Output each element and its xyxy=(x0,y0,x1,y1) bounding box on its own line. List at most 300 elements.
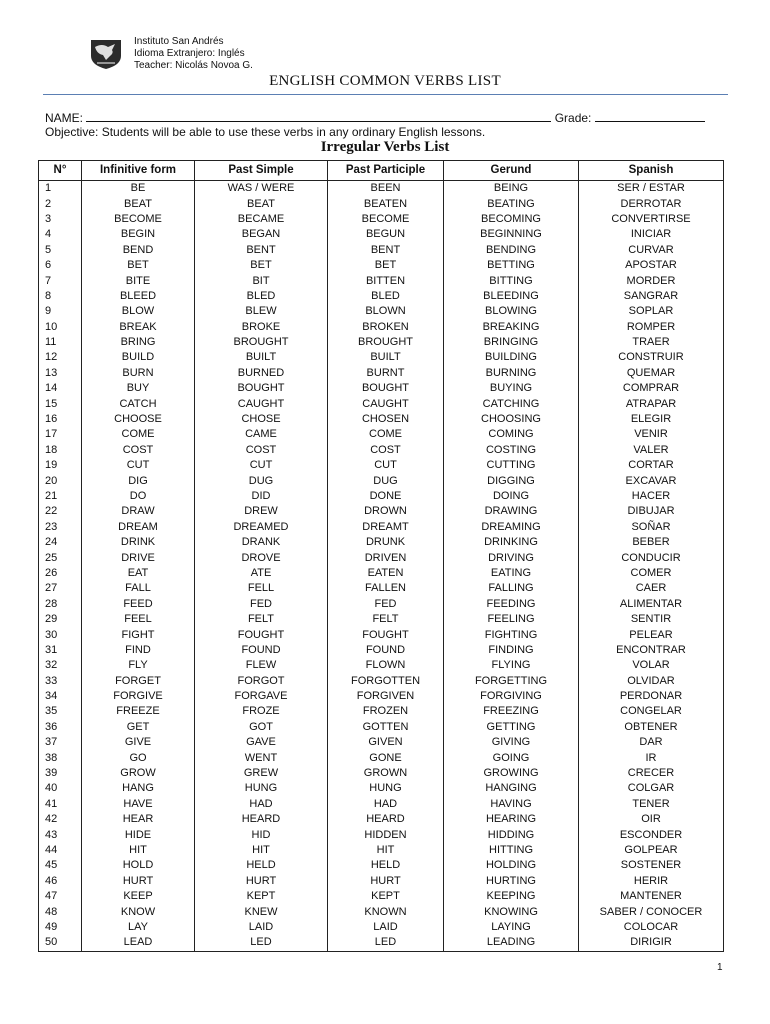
verb-number: 26 xyxy=(39,566,82,581)
past-simple: DROVE xyxy=(195,550,328,565)
verb-number: 23 xyxy=(39,520,82,535)
past-participle: BLOWN xyxy=(328,304,444,319)
table-row xyxy=(39,412,724,427)
verb-number: 45 xyxy=(39,858,82,873)
table-row xyxy=(39,704,724,719)
table-row xyxy=(39,566,724,581)
table-header-row xyxy=(39,161,724,181)
gerund: BLOWING xyxy=(444,304,579,319)
verb-number: 20 xyxy=(39,473,82,488)
past-participle: CAUGHT xyxy=(328,396,444,411)
past-participle: HUNG xyxy=(328,781,444,796)
verb-number: 2 xyxy=(39,196,82,211)
past-simple: KNEW xyxy=(195,904,328,919)
verb-number: 43 xyxy=(39,827,82,842)
spanish-translation: SOSTENER xyxy=(579,858,724,873)
spanish-translation: VOLAR xyxy=(579,658,724,673)
verb-number: 29 xyxy=(39,612,82,627)
subject-name: Idioma Extranjero: Inglés xyxy=(134,48,245,59)
gerund: LAYING xyxy=(444,920,579,935)
spanish-translation: DIBUJAR xyxy=(579,504,724,519)
past-simple: FLEW xyxy=(195,658,328,673)
past-simple: FOUGHT xyxy=(195,627,328,642)
spanish-translation: OIR xyxy=(579,812,724,827)
table-row xyxy=(39,227,724,242)
past-simple: BIT xyxy=(195,273,328,288)
gerund: GETTING xyxy=(444,720,579,735)
past-simple: CAUGHT xyxy=(195,396,328,411)
past-simple: ATE xyxy=(195,566,328,581)
past-participle: BURNT xyxy=(328,366,444,381)
past-participle: LED xyxy=(328,935,444,951)
spanish-translation: COMPRAR xyxy=(579,381,724,396)
past-participle: HELD xyxy=(328,858,444,873)
verb-number: 22 xyxy=(39,504,82,519)
infinitive-form: BEND xyxy=(82,243,195,258)
past-simple: GOT xyxy=(195,720,328,735)
infinitive-form: BE xyxy=(82,181,195,197)
gerund: GOING xyxy=(444,750,579,765)
spanish-translation: SER / ESTAR xyxy=(579,181,724,197)
infinitive-form: FORGET xyxy=(82,674,195,689)
verb-number: 8 xyxy=(39,289,82,304)
table-row xyxy=(39,874,724,889)
table-row xyxy=(39,535,724,550)
verb-number: 6 xyxy=(39,258,82,273)
infinitive-form: LEAD xyxy=(82,935,195,951)
verb-number: 37 xyxy=(39,735,82,750)
verb-number: 16 xyxy=(39,412,82,427)
verb-number: 31 xyxy=(39,643,82,658)
table-row xyxy=(39,258,724,273)
past-simple: DREAMED xyxy=(195,520,328,535)
past-simple: DUG xyxy=(195,473,328,488)
gerund: HOLDING xyxy=(444,858,579,873)
gerund: HEARING xyxy=(444,812,579,827)
past-simple: BLEW xyxy=(195,304,328,319)
infinitive-form: FEEL xyxy=(82,612,195,627)
gerund: FEELING xyxy=(444,612,579,627)
verb-number: 14 xyxy=(39,381,82,396)
table-row xyxy=(39,273,724,288)
spanish-translation: MORDER xyxy=(579,273,724,288)
past-simple: BET xyxy=(195,258,328,273)
institution-name: Instituto San Andrés xyxy=(134,36,224,47)
verb-number: 1 xyxy=(39,181,82,197)
past-simple: BEAT xyxy=(195,196,328,211)
past-participle: FLOWN xyxy=(328,658,444,673)
institution-header xyxy=(134,36,253,72)
spanish-translation: ESCONDER xyxy=(579,827,724,842)
page-number: 1 xyxy=(717,962,723,973)
past-simple: DREW xyxy=(195,504,328,519)
table-row xyxy=(39,335,724,350)
table-row xyxy=(39,181,724,197)
past-participle: KNOWN xyxy=(328,904,444,919)
past-participle: KEPT xyxy=(328,889,444,904)
gerund: BEATING xyxy=(444,196,579,211)
verb-number: 9 xyxy=(39,304,82,319)
gerund: GIVING xyxy=(444,735,579,750)
past-participle: GROWN xyxy=(328,766,444,781)
past-participle: DROWN xyxy=(328,504,444,519)
gerund: KNOWING xyxy=(444,904,579,919)
gerund: HITTING xyxy=(444,843,579,858)
past-participle: DONE xyxy=(328,489,444,504)
past-simple: BECAME xyxy=(195,212,328,227)
past-simple: BEGAN xyxy=(195,227,328,242)
past-participle: HURT xyxy=(328,874,444,889)
table-row xyxy=(39,427,724,442)
past-participle: DREAMT xyxy=(328,520,444,535)
table-row xyxy=(39,489,724,504)
infinitive-form: CHOOSE xyxy=(82,412,195,427)
spanish-translation: INICIAR xyxy=(579,227,724,242)
table-row xyxy=(39,797,724,812)
infinitive-form: LAY xyxy=(82,920,195,935)
infinitive-form: FEED xyxy=(82,597,195,612)
infinitive-form: CATCH xyxy=(82,396,195,411)
infinitive-form: HEAR xyxy=(82,812,195,827)
spanish-translation: QUEMAR xyxy=(579,366,724,381)
infinitive-form: GIVE xyxy=(82,735,195,750)
past-simple: HELD xyxy=(195,858,328,873)
verb-number: 18 xyxy=(39,443,82,458)
past-participle: HAD xyxy=(328,797,444,812)
gerund: DIGGING xyxy=(444,473,579,488)
past-simple: BOUGHT xyxy=(195,381,328,396)
table-row xyxy=(39,720,724,735)
gerund: DRIVING xyxy=(444,550,579,565)
infinitive-form: FIND xyxy=(82,643,195,658)
gerund: FALLING xyxy=(444,581,579,596)
gerund: HANGING xyxy=(444,781,579,796)
table-row xyxy=(39,904,724,919)
past-participle: HIDDEN xyxy=(328,827,444,842)
verb-number: 50 xyxy=(39,935,82,951)
infinitive-form: COST xyxy=(82,443,195,458)
infinitive-form: BREAK xyxy=(82,320,195,335)
infinitive-form: BLEED xyxy=(82,289,195,304)
col-header-number: N° xyxy=(39,161,82,181)
infinitive-form: DIG xyxy=(82,473,195,488)
infinitive-form: BITE xyxy=(82,273,195,288)
gerund: BLEEDING xyxy=(444,289,579,304)
past-simple: HID xyxy=(195,827,328,842)
gerund: BURNING xyxy=(444,366,579,381)
infinitive-form: CUT xyxy=(82,458,195,473)
past-simple: GREW xyxy=(195,766,328,781)
spanish-translation: CORTAR xyxy=(579,458,724,473)
infinitive-form: GET xyxy=(82,720,195,735)
spanish-translation: GOLPEAR xyxy=(579,843,724,858)
spanish-translation: DERROTAR xyxy=(579,196,724,211)
table-row xyxy=(39,781,724,796)
past-participle: BITTEN xyxy=(328,273,444,288)
past-simple: BLED xyxy=(195,289,328,304)
gerund: CATCHING xyxy=(444,396,579,411)
infinitive-form: COME xyxy=(82,427,195,442)
spanish-translation: PERDONAR xyxy=(579,689,724,704)
table-row xyxy=(39,689,724,704)
verb-number: 49 xyxy=(39,920,82,935)
verb-number: 28 xyxy=(39,597,82,612)
past-simple: WENT xyxy=(195,750,328,765)
past-participle: BOUGHT xyxy=(328,381,444,396)
spanish-translation: SANGRAR xyxy=(579,289,724,304)
past-simple: LED xyxy=(195,935,328,951)
verb-number: 4 xyxy=(39,227,82,242)
spanish-translation: CONDUCIR xyxy=(579,550,724,565)
name-field[interactable] xyxy=(86,110,551,122)
header-divider xyxy=(43,94,728,95)
spanish-translation: CONSTRUIR xyxy=(579,350,724,365)
past-participle: HIT xyxy=(328,843,444,858)
table-row xyxy=(39,643,724,658)
infinitive-form: BURN xyxy=(82,366,195,381)
past-participle: FELT xyxy=(328,612,444,627)
infinitive-form: FREEZE xyxy=(82,704,195,719)
infinitive-form: DREAM xyxy=(82,520,195,535)
past-simple: GAVE xyxy=(195,735,328,750)
gerund: DRINKING xyxy=(444,535,579,550)
past-simple: HEARD xyxy=(195,812,328,827)
gerund: FINDING xyxy=(444,643,579,658)
table-row xyxy=(39,473,724,488)
spanish-translation: BEBER xyxy=(579,535,724,550)
past-simple: BURNED xyxy=(195,366,328,381)
past-participle: DRUNK xyxy=(328,535,444,550)
infinitive-form: HIDE xyxy=(82,827,195,842)
table-row xyxy=(39,196,724,211)
spanish-translation: COLOCAR xyxy=(579,920,724,935)
past-participle: BROKEN xyxy=(328,320,444,335)
infinitive-form: HURT xyxy=(82,874,195,889)
past-participle: FALLEN xyxy=(328,581,444,596)
past-participle: BEATEN xyxy=(328,196,444,211)
gerund: FORGIVING xyxy=(444,689,579,704)
past-simple: CUT xyxy=(195,458,328,473)
past-participle: BECOME xyxy=(328,212,444,227)
gerund: COSTING xyxy=(444,443,579,458)
table-row xyxy=(39,289,724,304)
gerund: LEADING xyxy=(444,935,579,951)
gerund: HAVING xyxy=(444,797,579,812)
spanish-translation: VALER xyxy=(579,443,724,458)
infinitive-form: DRINK xyxy=(82,535,195,550)
verb-number: 24 xyxy=(39,535,82,550)
infinitive-form: BRING xyxy=(82,335,195,350)
col-header-past-simple: Past Simple xyxy=(195,161,328,181)
verb-number: 44 xyxy=(39,843,82,858)
spanish-translation: ROMPER xyxy=(579,320,724,335)
infinitive-form: BLOW xyxy=(82,304,195,319)
gerund: BUILDING xyxy=(444,350,579,365)
verb-number: 19 xyxy=(39,458,82,473)
gerund: BRINGING xyxy=(444,335,579,350)
past-participle: BET xyxy=(328,258,444,273)
table-row xyxy=(39,889,724,904)
table-row xyxy=(39,320,724,335)
infinitive-form: GROW xyxy=(82,766,195,781)
objective-text: Objective: Students will be able to use these verbs in any ordinary English lessons. xyxy=(45,125,486,139)
spanish-translation: DIRIGIR xyxy=(579,935,724,951)
gerund: BEGINNING xyxy=(444,227,579,242)
infinitive-form: KEEP xyxy=(82,889,195,904)
verb-number: 27 xyxy=(39,581,82,596)
table-row xyxy=(39,935,724,951)
spanish-translation: VENIR xyxy=(579,427,724,442)
col-header-past-participle: Past Participle xyxy=(328,161,444,181)
verb-number: 15 xyxy=(39,396,82,411)
table-row xyxy=(39,458,724,473)
gerund: FLYING xyxy=(444,658,579,673)
gerund: EATING xyxy=(444,566,579,581)
past-participle: GIVEN xyxy=(328,735,444,750)
past-participle: BROUGHT xyxy=(328,335,444,350)
verb-number: 7 xyxy=(39,273,82,288)
gerund: BITTING xyxy=(444,273,579,288)
spanish-translation: SABER / CONOCER xyxy=(579,904,724,919)
infinitive-form: HAVE xyxy=(82,797,195,812)
past-simple: FOUND xyxy=(195,643,328,658)
past-simple: FORGAVE xyxy=(195,689,328,704)
table-row xyxy=(39,843,724,858)
gerund: HURTING xyxy=(444,874,579,889)
spanish-translation: OLVIDAR xyxy=(579,674,724,689)
table-row xyxy=(39,366,724,381)
spanish-translation: CONGELAR xyxy=(579,704,724,719)
past-participle: COME xyxy=(328,427,444,442)
verb-number: 33 xyxy=(39,674,82,689)
past-participle: COST xyxy=(328,443,444,458)
table-row xyxy=(39,735,724,750)
past-simple: FORGOT xyxy=(195,674,328,689)
table-row xyxy=(39,750,724,765)
verb-number: 36 xyxy=(39,720,82,735)
past-participle: GOTTEN xyxy=(328,720,444,735)
table-row xyxy=(39,212,724,227)
past-simple: BENT xyxy=(195,243,328,258)
spanish-translation: TENER xyxy=(579,797,724,812)
past-participle: CHOSEN xyxy=(328,412,444,427)
table-row xyxy=(39,396,724,411)
spanish-translation: ALIMENTAR xyxy=(579,597,724,612)
verb-number: 35 xyxy=(39,704,82,719)
verb-number: 40 xyxy=(39,781,82,796)
infinitive-form: BEAT xyxy=(82,196,195,211)
teacher-name: Teacher: Nicolás Novoa G. xyxy=(134,60,253,71)
grade-label: Grade: xyxy=(554,111,592,125)
table-row xyxy=(39,766,724,781)
past-simple: CAME xyxy=(195,427,328,442)
infinitive-form: BUY xyxy=(82,381,195,396)
past-participle: CUT xyxy=(328,458,444,473)
gerund: BEING xyxy=(444,181,579,197)
spanish-translation: CRECER xyxy=(579,766,724,781)
past-participle: GONE xyxy=(328,750,444,765)
table-row xyxy=(39,597,724,612)
verb-number: 13 xyxy=(39,366,82,381)
table-title: Irregular Verbs List xyxy=(320,139,450,155)
table-row xyxy=(39,920,724,935)
infinitive-form: BET xyxy=(82,258,195,273)
verb-number: 11 xyxy=(39,335,82,350)
verb-number: 30 xyxy=(39,627,82,642)
infinitive-form: FORGIVE xyxy=(82,689,195,704)
spanish-translation: EXCAVAR xyxy=(579,473,724,488)
spanish-translation: CONVERTIRSE xyxy=(579,212,724,227)
spanish-translation: PELEAR xyxy=(579,627,724,642)
spanish-translation: HERIR xyxy=(579,874,724,889)
past-participle: DRIVEN xyxy=(328,550,444,565)
name-grade-line xyxy=(45,110,725,125)
table-row xyxy=(39,674,724,689)
infinitive-form: BUILD xyxy=(82,350,195,365)
table-row xyxy=(39,443,724,458)
infinitive-form: EAT xyxy=(82,566,195,581)
spanish-translation: HACER xyxy=(579,489,724,504)
table-row xyxy=(39,350,724,365)
spanish-translation: IR xyxy=(579,750,724,765)
spanish-translation: ATRAPAR xyxy=(579,396,724,411)
past-simple: BROUGHT xyxy=(195,335,328,350)
past-participle: BEEN xyxy=(328,181,444,197)
gerund: BUYING xyxy=(444,381,579,396)
past-participle: BEGUN xyxy=(328,227,444,242)
table-row xyxy=(39,858,724,873)
past-simple: COST xyxy=(195,443,328,458)
infinitive-form: FLY xyxy=(82,658,195,673)
past-participle: LAID xyxy=(328,920,444,935)
grade-field[interactable] xyxy=(595,110,705,122)
table-row xyxy=(39,520,724,535)
gerund: FIGHTING xyxy=(444,627,579,642)
spanish-translation: DAR xyxy=(579,735,724,750)
table-row xyxy=(39,612,724,627)
spanish-translation: APOSTAR xyxy=(579,258,724,273)
school-crest-logo xyxy=(88,38,124,70)
verb-number: 48 xyxy=(39,904,82,919)
past-participle: BLED xyxy=(328,289,444,304)
col-header-spanish: Spanish xyxy=(579,161,724,181)
verb-number: 25 xyxy=(39,550,82,565)
infinitive-form: BEGIN xyxy=(82,227,195,242)
infinitive-form: HOLD xyxy=(82,858,195,873)
spanish-translation: SENTIR xyxy=(579,612,724,627)
gerund: COMING xyxy=(444,427,579,442)
col-header-gerund: Gerund xyxy=(444,161,579,181)
gerund: BREAKING xyxy=(444,320,579,335)
verb-number: 10 xyxy=(39,320,82,335)
past-participle: HEARD xyxy=(328,812,444,827)
spanish-translation: CAER xyxy=(579,581,724,596)
verb-number: 38 xyxy=(39,750,82,765)
spanish-translation: CURVAR xyxy=(579,243,724,258)
spanish-translation: SOPLAR xyxy=(579,304,724,319)
spanish-translation: ENCONTRAR xyxy=(579,643,724,658)
past-simple: BROKE xyxy=(195,320,328,335)
past-participle: FED xyxy=(328,597,444,612)
infinitive-form: HANG xyxy=(82,781,195,796)
verb-number: 3 xyxy=(39,212,82,227)
infinitive-form: DRAW xyxy=(82,504,195,519)
infinitive-form: FIGHT xyxy=(82,627,195,642)
gerund: BETTING xyxy=(444,258,579,273)
gerund: GROWING xyxy=(444,766,579,781)
past-participle: FROZEN xyxy=(328,704,444,719)
col-header-infinitive: Infinitive form xyxy=(82,161,195,181)
